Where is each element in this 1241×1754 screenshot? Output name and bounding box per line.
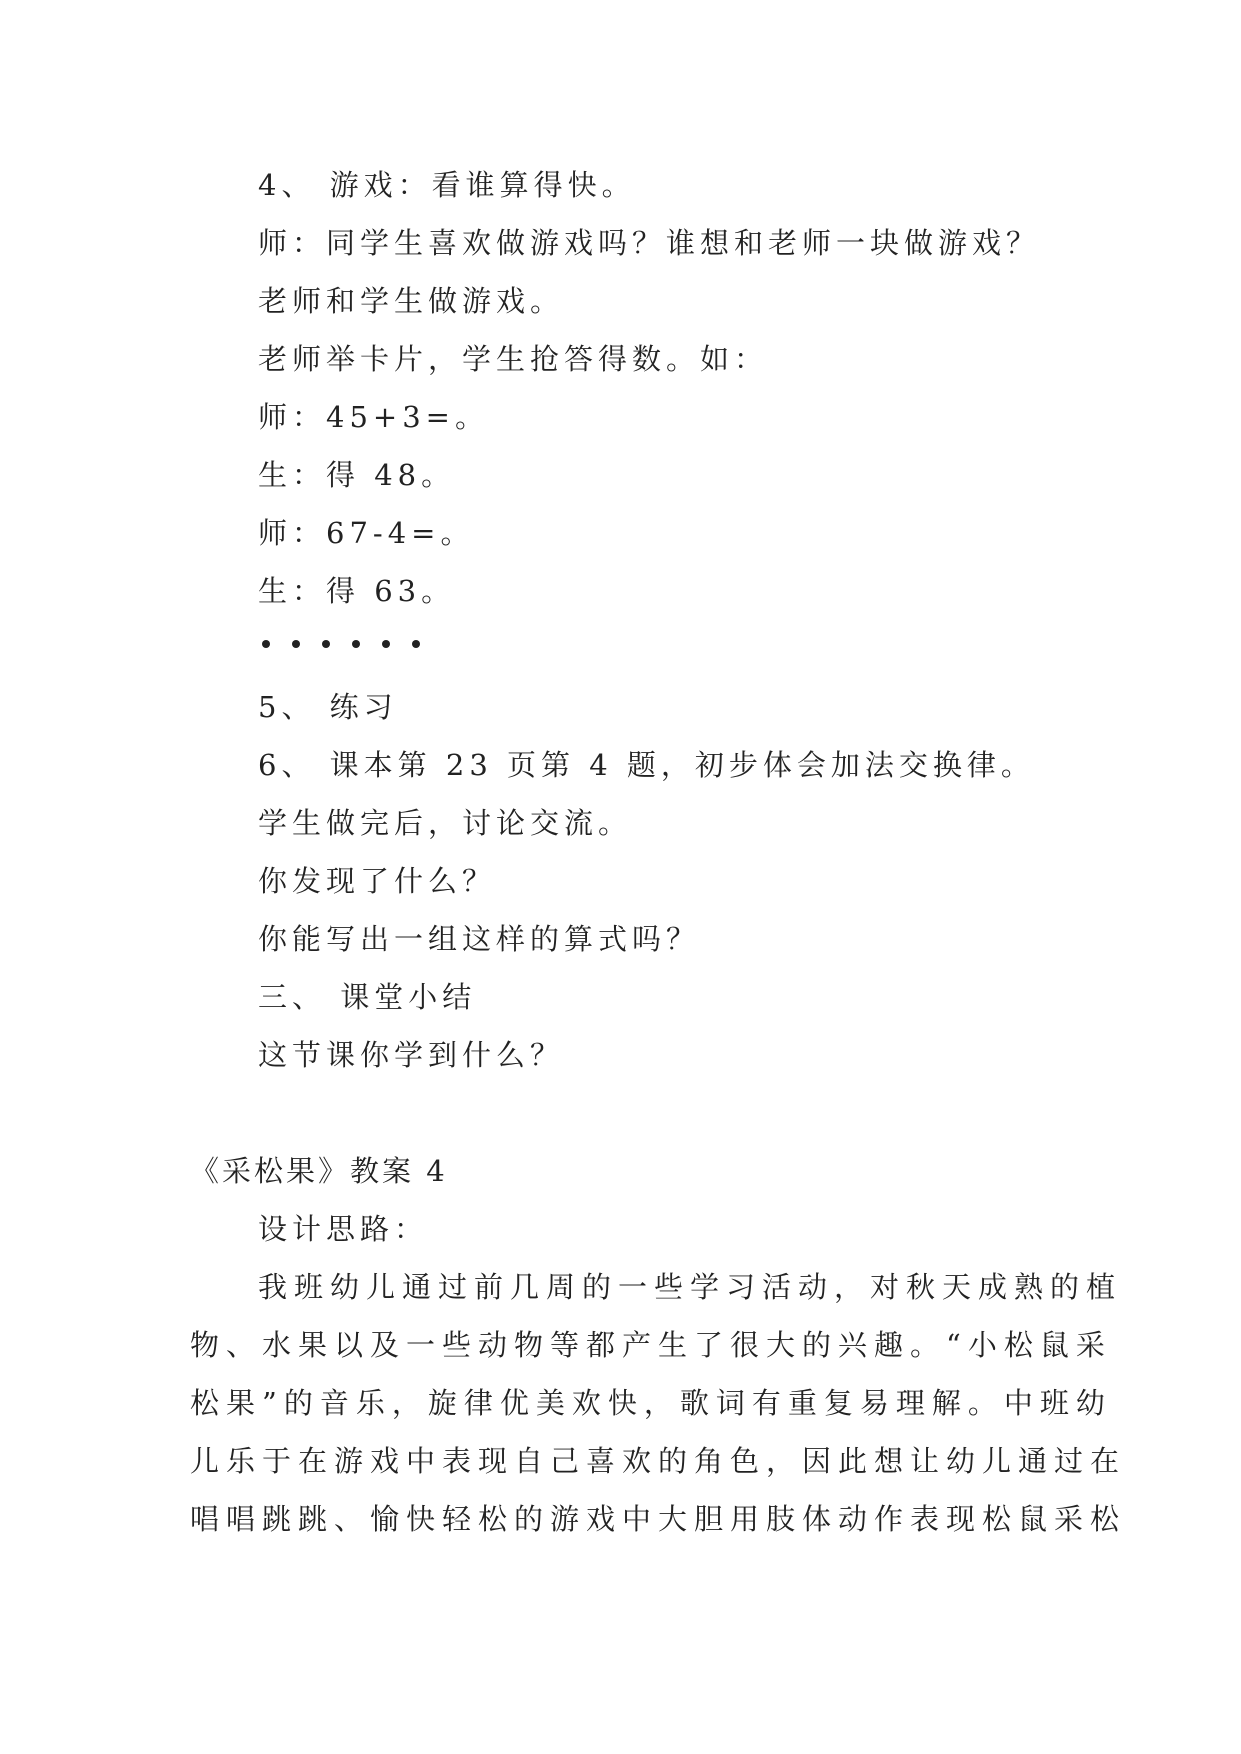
paragraph-line: 物、水果以及一些动物等都产生了很大的兴趣。“小松鼠采: [190, 1328, 1112, 1362]
step-5-heading: 5、 练习: [258, 690, 398, 724]
student-line: 生：得 48。: [258, 458, 456, 492]
ellipsis-dots: [262, 640, 420, 648]
step-6-heading: 6、 课本第 23 页第 4 题，初步体会加法交换律。: [258, 748, 1035, 782]
text-line: 你发现了什么？: [258, 864, 497, 898]
text-line: 老师和学生做游戏。: [258, 284, 565, 318]
text-line: 这节课你学到什么？: [258, 1038, 565, 1072]
text-line: 老师举卡片，学生抢答得数。如：: [258, 342, 769, 376]
ellipsis-dot: [322, 640, 330, 648]
ellipsis-dot: [382, 640, 390, 648]
paragraph-line: 儿乐于在游戏中表现自己喜欢的角色，因此想让幼儿通过在: [190, 1444, 1127, 1478]
text-line: 你能写出一组这样的算式吗？: [258, 922, 701, 956]
ellipsis-dot: [262, 640, 270, 648]
teacher-line: 师：45+3=。: [258, 400, 489, 434]
student-line: 生：得 63。: [258, 574, 456, 608]
subtitle: 设计思路：: [258, 1212, 429, 1246]
text-line: 学生做完后，讨论交流。: [258, 806, 633, 840]
paragraph-line: 松果”的音乐，旋律优美欢快，歌词有重复易理解。中班幼: [190, 1386, 1112, 1420]
teacher-line: 师：同学生喜欢做游戏吗？谁想和老师一块做游戏？: [258, 226, 1041, 260]
section-3-heading: 三、 课堂小结: [258, 980, 477, 1014]
ellipsis-dot: [292, 640, 300, 648]
ellipsis-dot: [412, 640, 420, 648]
teacher-line: 师：67-4=。: [258, 516, 475, 550]
paragraph-line: 唱唱跳跳、愉快轻松的游戏中大胆用肢体动作表现松鼠采松: [190, 1502, 1127, 1536]
step-4-heading: 4、 游戏：看谁算得快。: [258, 168, 636, 202]
paragraph-line: 我班幼儿通过前几周的一些学习活动，对秋天成熟的植: [258, 1270, 1123, 1304]
ellipsis-dot: [352, 640, 360, 648]
lesson-title: 《采松果》教案 4: [190, 1154, 448, 1188]
